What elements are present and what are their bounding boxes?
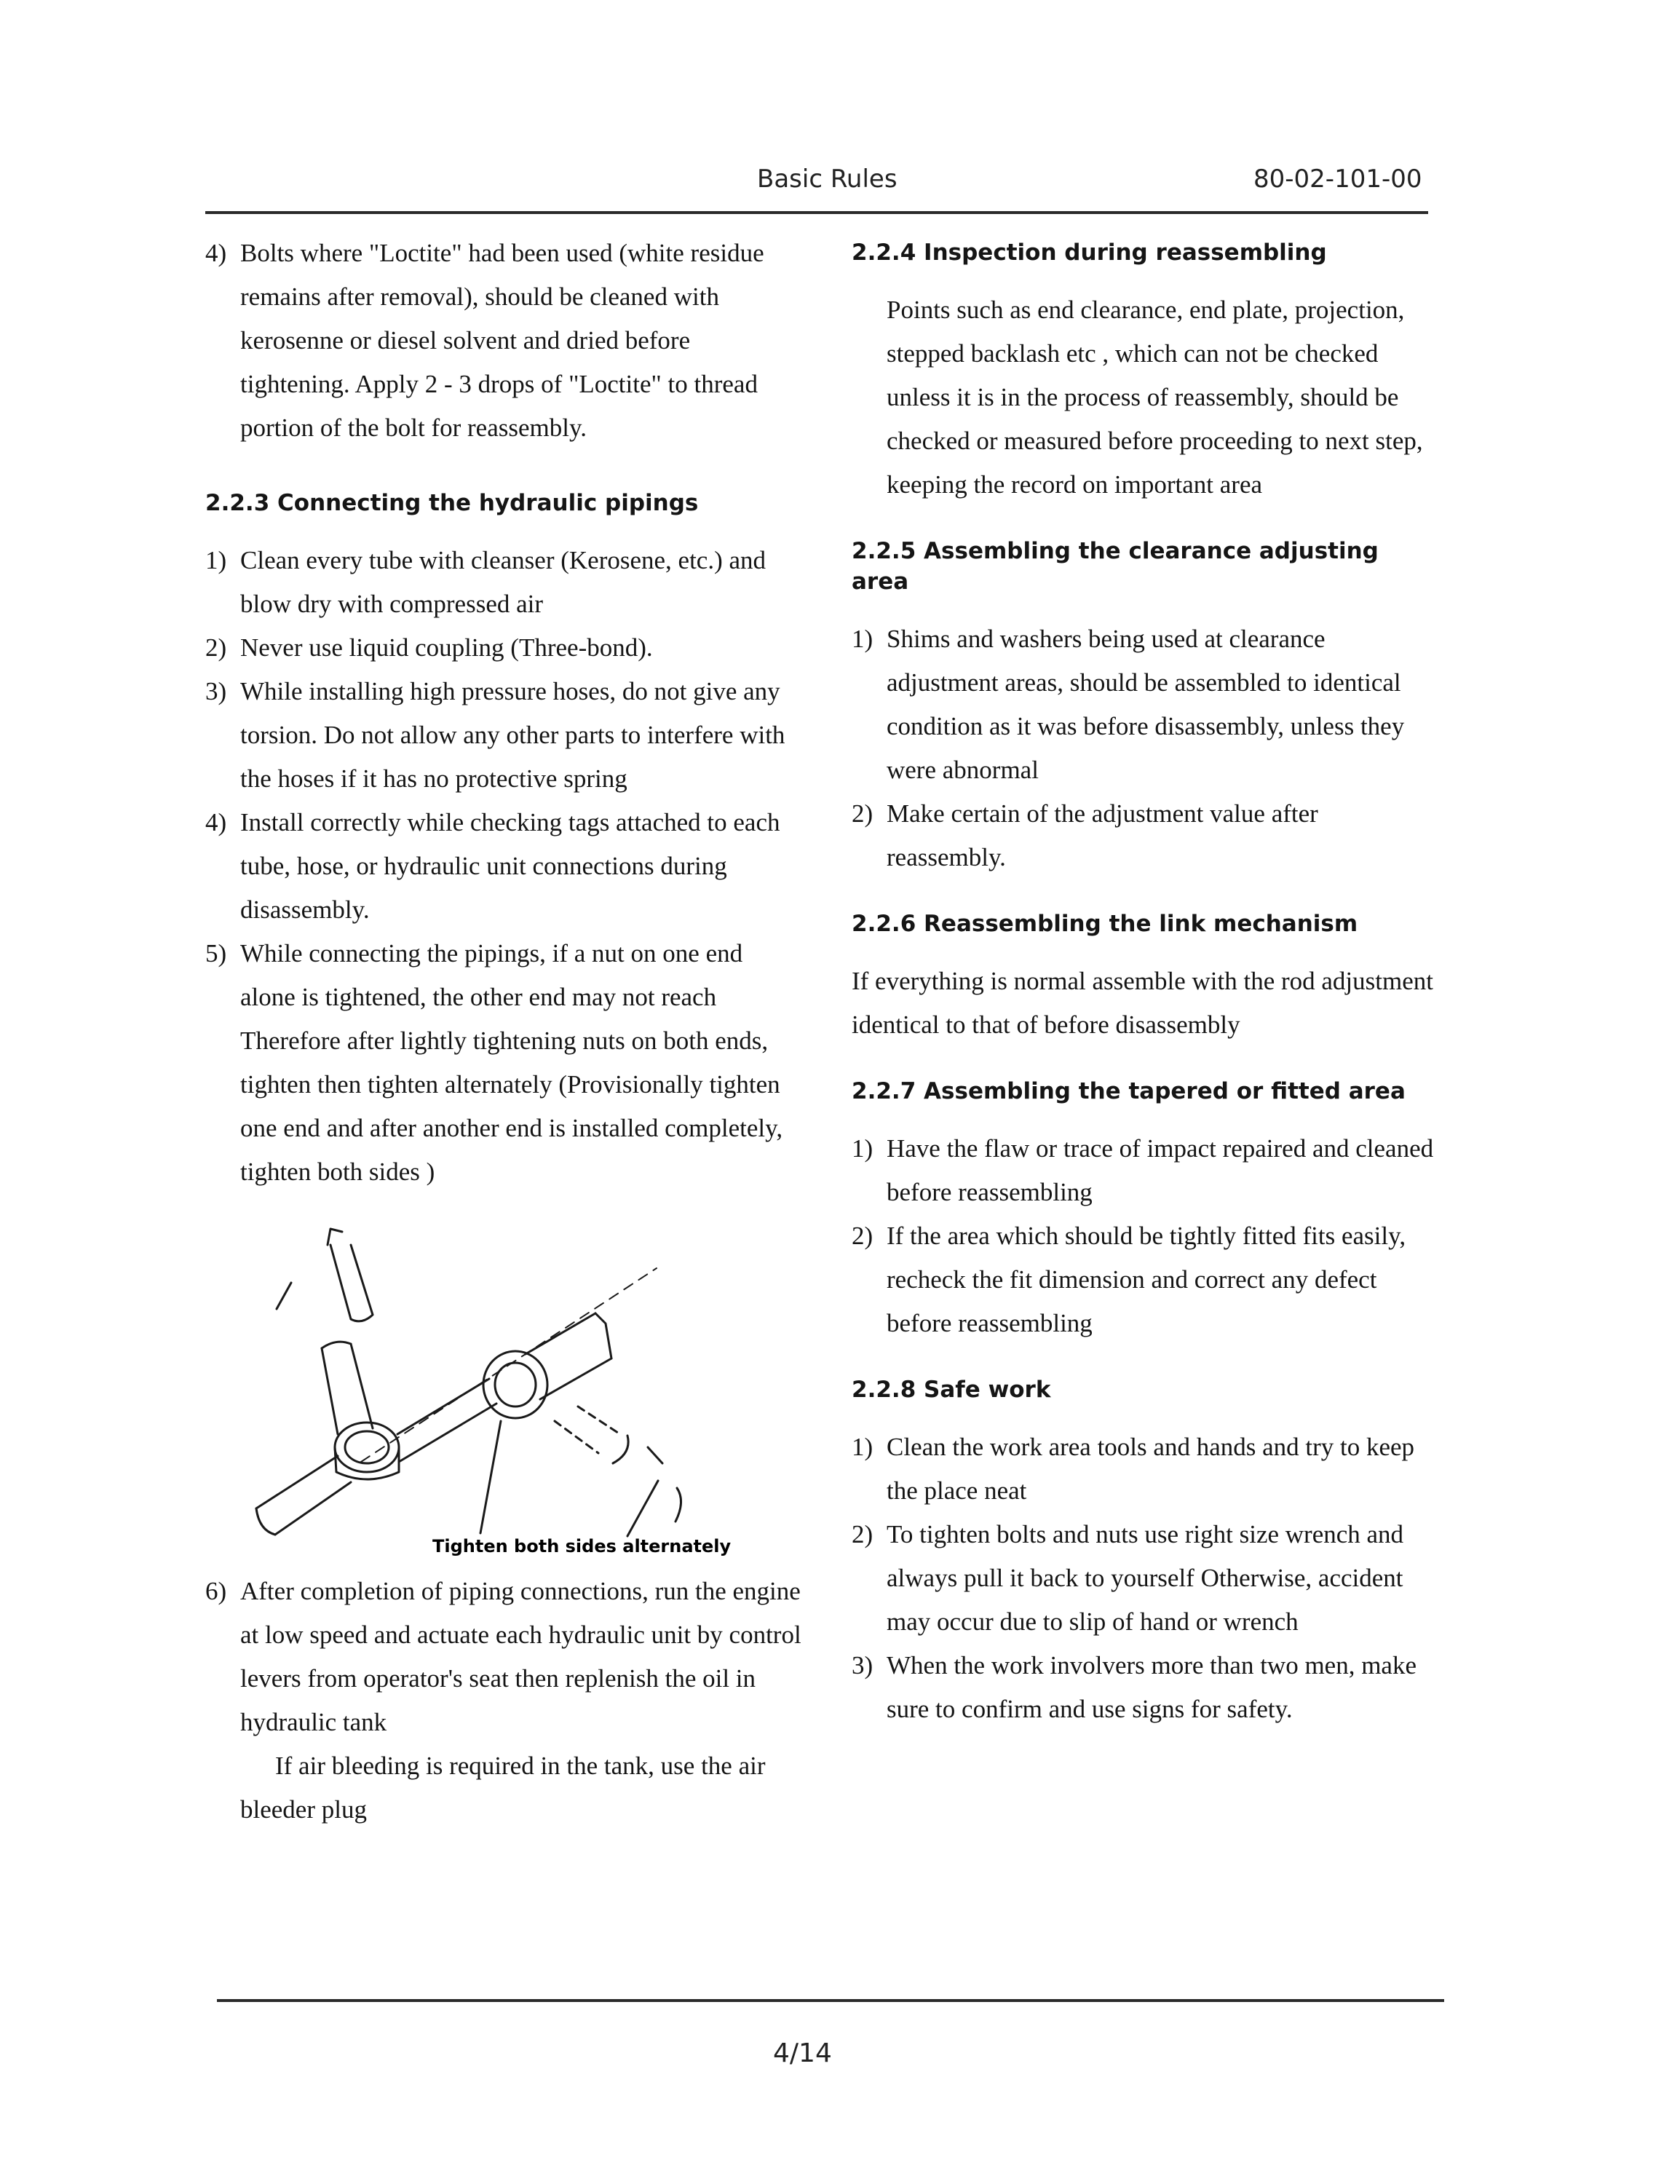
list-item: [205, 626, 804, 670]
item-text: While installing high pressure hoses, do not give any torsion. Do not allow any other parts to interfere with the hoses if it has no protective spring: [240, 677, 785, 793]
pipe-segment: [328, 1229, 342, 1245]
detached-end: [675, 1488, 681, 1522]
item-number: 3): [205, 677, 227, 705]
section-heading-2-2-6: 2.2.6 Reassembling the link mechanism: [852, 911, 1358, 937]
pipe-segment: [397, 1379, 496, 1462]
document-number: 80-02-101-00: [1253, 165, 1422, 194]
dashed-centerline: [361, 1268, 657, 1462]
list-item: [205, 932, 804, 1194]
leader-line: [627, 1481, 658, 1536]
item-number: 5): [205, 939, 227, 968]
list-item: [205, 539, 804, 626]
page-number: 4/14: [773, 2038, 832, 2068]
list-item: [852, 792, 1443, 879]
item-number: 4): [205, 808, 227, 836]
pipe-end: [256, 1508, 275, 1535]
list-item: [205, 801, 804, 932]
item-number: 2): [852, 799, 873, 828]
figure-caption: Tighten both sides alternately: [432, 1536, 732, 1556]
direction-mark: [277, 1283, 291, 1309]
list-item: [205, 1570, 804, 1744]
dashed-guide: [555, 1406, 620, 1453]
item-text: If the area which should be tightly fitted fits easily, recheck the fit dimension and correct any defect before reassembling: [887, 1222, 1406, 1337]
item-text: Bolts where "Loctite" had been used (white residue remains after removal), should be cleaned with kerosenne or diesel solvent and dried before tightening. Apply 2 - 3 drops of "Loctite" to thread portion of the bolt for reassembly.: [240, 239, 764, 442]
right-column: [852, 232, 1443, 1731]
item-text: After completion of piping connections, run the engine at low speed and actuate each hydraulic unit by control levers from operator's seat then replenish the oil in hydraulic tank: [240, 1577, 801, 1736]
header-rule: [205, 211, 1428, 214]
left-column: [205, 232, 804, 1832]
item-number: 2): [852, 1222, 873, 1250]
list-item: [852, 1214, 1443, 1345]
item-text: Clean the work area tools and hands and try to keep the place neat: [887, 1433, 1415, 1505]
item-text: Clean every tube with cleanser (Kerosene, etc.) and blow dry with compressed air: [240, 546, 766, 618]
section-heading-2-2-3: 2.2.3 Connecting the hydraulic pipings: [205, 490, 699, 516]
list-item: [852, 1127, 1443, 1214]
item-text: Shims and washers being used at clearance adjustment areas, should be assembled to identical condition as it was before disassembly, unless they were abnormal: [887, 625, 1405, 784]
section-heading-2-2-8: 2.2.8 Safe work: [852, 1377, 1051, 1403]
item-text: Have the flaw or trace of impact repaired and cleaned before reassembling: [887, 1134, 1434, 1206]
pipe-end: [595, 1313, 611, 1358]
item-number: 2): [205, 633, 227, 662]
detached-end: [613, 1436, 662, 1463]
item-number: 6): [205, 1577, 227, 1605]
item-text: Never use liquid coupling (Three-bond).: [240, 633, 653, 662]
section-heading-2-2-5: 2.2.5 Assembling the clearance adjusting area: [852, 538, 1379, 595]
air-bleeding-note: If air bleeding is required in the tank, use the air bleeder plug: [240, 1752, 766, 1824]
list-item: [205, 670, 804, 801]
list-item: [852, 1513, 1443, 1644]
section-text-2-2-4: Points such as end clearance, end plate, projection, stepped backlash etc , which can not be checked unless it is in the process of reassembly, should be checked or measured before proceeding to next step, keeping the record on important area: [887, 296, 1423, 499]
item-number: 1): [852, 625, 873, 653]
header-title: Basic Rules: [757, 165, 898, 194]
section-text-2-2-6: If everything is normal assemble with the rod adjustment identical to that of before disassembly: [852, 967, 1433, 1039]
pipe-tightening-figure: [249, 1216, 788, 1558]
pipe-segment: [330, 1245, 373, 1321]
list-item: [852, 1644, 1443, 1731]
list-item: [205, 232, 804, 450]
item-number: 3): [852, 1651, 873, 1679]
leader-line: [480, 1421, 501, 1533]
item-number: 1): [852, 1134, 873, 1163]
pipe-end: [322, 1342, 351, 1348]
item-number: 4): [205, 239, 227, 267]
item-text: While connecting the pipings, if a nut on one end alone is tightened, the other end may not reach Therefore after lightly tightening nuts on both ends, tighten then tighten alternately (Provisionally tighten one end and after another end is installed completely, tighten both sides ): [240, 939, 783, 1186]
item-number: 1): [205, 546, 227, 574]
footer-rule: [217, 1999, 1444, 2002]
item-text: Make certain of the adjustment value after reassembly.: [887, 799, 1318, 871]
item-text: To tighten bolts and nuts use right size wrench and always pull it back to yourself Otherwise, accident may occur due to slip of hand or wrench: [887, 1520, 1404, 1636]
section-heading-2-2-4: 2.2.4 Inspection during reassembling: [852, 240, 1327, 266]
item-text: Install correctly while checking tags attached to each tube, hose, or hydraulic unit connections during disassembly.: [240, 808, 780, 924]
item-number: 2): [852, 1520, 873, 1548]
list-item: [852, 1425, 1443, 1513]
section-heading-2-2-7: 2.2.7 Assembling the tapered or fitted area: [852, 1078, 1406, 1104]
item-number: 1): [852, 1433, 873, 1461]
item-text: When the work involvers more than two men, make sure to confirm and use signs for safety.: [887, 1651, 1416, 1723]
pipe-segment: [322, 1344, 373, 1434]
list-item: [852, 617, 1443, 792]
